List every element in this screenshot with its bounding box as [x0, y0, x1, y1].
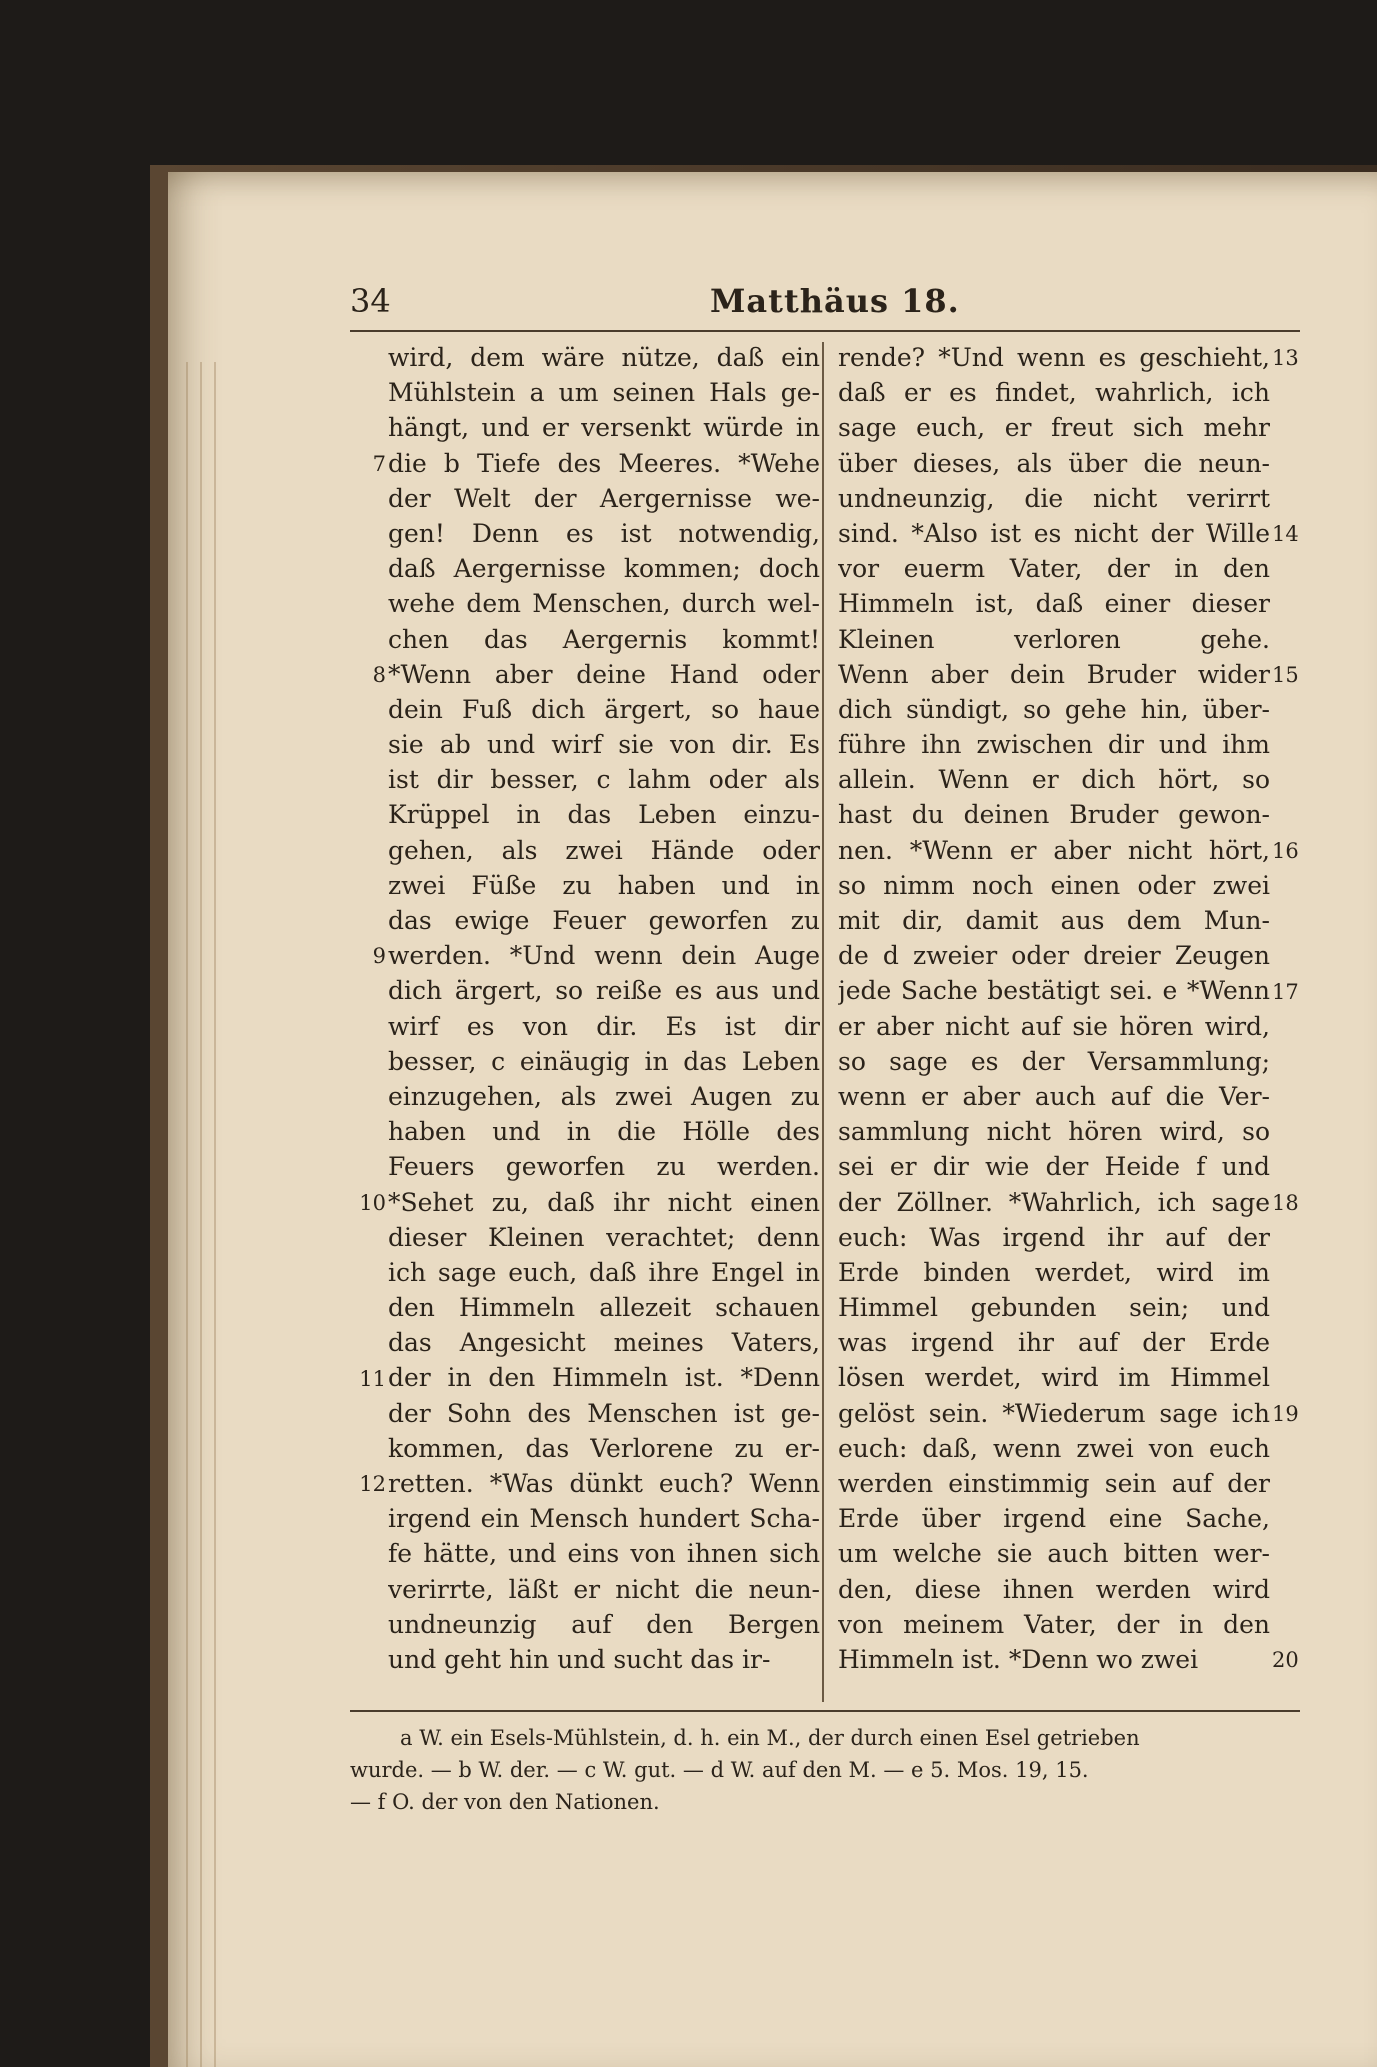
text-line: euch: Was irgend ihr auf der — [838, 1222, 1270, 1252]
text-line: verirrte, läßt er nicht die neun- — [388, 1574, 820, 1604]
footnotes — [350, 1722, 1300, 1818]
text-line: kommen, das Verlorene zu er- — [388, 1433, 820, 1463]
text-line: sammlung nicht hören wird, so — [838, 1117, 1270, 1147]
text-line: rende? *Und wenn es geschieht, — [838, 343, 1270, 372]
text-line: Kleinen verloren gehe. — [838, 624, 1270, 654]
text-line: undneunzig auf den Bergen — [388, 1609, 820, 1639]
running-title: Matthäus 18. — [710, 282, 960, 320]
verse-number: 10 — [359, 1190, 386, 1215]
text-line: sie ab und wirf sie von dir. Es — [388, 730, 820, 760]
text-line: Himmel gebunden sein; und — [838, 1293, 1270, 1323]
text-line: *Sehet zu, daß ihr nicht einen — [388, 1187, 820, 1217]
text-line: um welche sie auch bitten wer- — [838, 1539, 1270, 1569]
text-line: dein Fuß dich ärgert, so haue — [388, 694, 820, 724]
text-line: werden einstimmig sein auf der — [838, 1469, 1270, 1498]
verse-number: 15 — [1272, 662, 1299, 687]
column-divider — [822, 342, 824, 1702]
text-line: gehen, als zwei Hände oder — [388, 835, 820, 865]
text-line: jede Sache bestätigt sei. e *Wenn — [838, 976, 1270, 1006]
verse-number: 19 — [1272, 1402, 1299, 1426]
text-line: ist dir besser, c lahm oder als — [388, 765, 820, 795]
text-line: allein. Wenn er dich hört, so — [838, 765, 1270, 795]
text-line: dich ärgert, so reiße es aus und — [388, 976, 820, 1006]
text-line: einzugehen, als zwei Augen zu — [388, 1081, 820, 1111]
text-line: der Sohn des Menschen ist ge- — [388, 1398, 820, 1428]
right-column — [838, 340, 1270, 1677]
text-line: retten. *Was dünkt euch? Wenn — [388, 1469, 820, 1498]
verse-number: 14 — [1272, 522, 1299, 546]
text-line: den Himmeln allezeit schauen — [388, 1293, 820, 1323]
text-line: besser, c einäugig in das Leben — [388, 1046, 820, 1076]
text-line: den, diese ihnen werden wird — [838, 1574, 1270, 1604]
verse-number: 17 — [1272, 979, 1299, 1004]
text-line: undneunzig, die nicht verirrt — [838, 483, 1270, 513]
verse-number: 7 — [372, 451, 386, 476]
text-line: vor euerm Vater, der in den — [838, 554, 1270, 584]
verse-number: 8 — [372, 662, 386, 687]
text-line: Wenn aber dein Bruder wider — [838, 659, 1270, 689]
text-line: wenn er aber auch auf die Ver- — [838, 1081, 1270, 1111]
text-line: wehe dem Menschen, durch wel- — [388, 589, 820, 619]
text-line: mit dir, damit aus dem Mun- — [838, 906, 1270, 935]
text-line: so sage es der Versammlung; — [838, 1046, 1270, 1076]
verse-number: 12 — [359, 1472, 386, 1497]
text-line: hast du deinen Bruder gewon- — [838, 800, 1270, 830]
text-line: sage euch, er freut sich mehr — [838, 413, 1270, 443]
text-line: chen das Aergernis kommt! — [388, 624, 820, 654]
footnote-line: — f O. der von den Nationen. — [350, 1790, 660, 1814]
text-line: euch: daß, wenn zwei von euch — [838, 1433, 1270, 1463]
text-line: dieser Kleinen verachtet; denn — [388, 1222, 820, 1252]
text-line: so nimm noch einen oder zwei — [838, 870, 1270, 900]
text-line: von meinem Vater, der in den — [838, 1609, 1270, 1639]
text-line: Feuers geworfen zu werden. — [388, 1152, 820, 1182]
text-line: was irgend ihr auf der Erde — [838, 1328, 1270, 1358]
verse-number: 20 — [1272, 1648, 1299, 1673]
text-line: Himmeln ist. *Denn wo zwei — [838, 1644, 1199, 1674]
page-edge-line — [200, 362, 202, 2067]
footnote-line: wurde. — b W. der. — c W. gut. — d W. auf den M. — e 5. Mos. 19, 15. — [350, 1758, 1089, 1782]
verse-number: 11 — [359, 1366, 386, 1391]
text-line: hängt, und er versenkt würde in — [388, 413, 820, 443]
text-line: der in den Himmeln ist. *Denn — [388, 1363, 820, 1393]
page-header — [350, 282, 1300, 326]
text-line: ich sage euch, daß ihre Engel in — [388, 1257, 820, 1287]
text-line: de d zweier oder dreier Zeugen — [838, 941, 1270, 971]
text-line: die b Tiefe des Meeres. *Wehe — [388, 448, 820, 478]
footnote-rule — [350, 1710, 1300, 1712]
text-line: das ewige Feuer geworfen zu — [388, 906, 820, 935]
text-line: nen. *Wenn er aber nicht hört, — [838, 835, 1270, 865]
page-edge-line — [186, 362, 188, 2067]
text-line: lösen werdet, wird im Himmel — [838, 1363, 1270, 1393]
text-line: gen! Denn es ist notwendig, — [388, 518, 820, 548]
text-line: fe hätte, und eins von ihnen sich — [388, 1539, 820, 1569]
verse-number: 16 — [1272, 838, 1299, 863]
text-line: sei er dir wie der Heide f und — [838, 1152, 1270, 1182]
text-line: führe ihn zwischen dir und ihm — [838, 730, 1270, 760]
header-rule — [350, 330, 1300, 332]
text-line: der Zöllner. *Wahrlich, ich sage — [838, 1187, 1270, 1217]
text-line: das Angesicht meines Vaters, — [388, 1328, 820, 1358]
text-line: zwei Füße zu haben und in — [388, 870, 820, 900]
text-line: der Welt der Aergernisse we- — [388, 483, 820, 513]
text-line: er aber nicht auf sie hören wird, — [838, 1011, 1270, 1041]
text-line: werden. *Und wenn dein Auge — [388, 941, 820, 971]
text-line: Erde binden werdet, wird im — [838, 1257, 1270, 1287]
text-line: Erde über irgend eine Sache, — [838, 1504, 1270, 1534]
footnote-line: a W. ein Esels-Mühlstein, d. h. ein M., der durch einen Esel getrieben — [400, 1726, 1140, 1750]
verse-number: 13 — [1272, 346, 1299, 370]
text-line: Mühlstein a um seinen Hals ge- — [388, 378, 820, 408]
text-line: sind. *Also ist es nicht der Wille — [838, 518, 1270, 548]
text-line: wirf es von dir. Es ist dir — [388, 1011, 820, 1041]
verse-number: 18 — [1272, 1190, 1299, 1215]
text-line: haben und in die Hölle des — [388, 1117, 820, 1147]
text-line: daß er es findet, wahrlich, ich — [838, 378, 1270, 408]
verse-number: 9 — [372, 944, 386, 969]
text-line: und geht hin und sucht das ir- — [388, 1644, 771, 1674]
text-line: über dieses, als über die neun- — [838, 448, 1270, 478]
text-line: daß Aergernisse kommen; doch — [388, 554, 820, 584]
text-line: *Wenn aber deine Hand oder — [388, 659, 820, 689]
left-column — [388, 340, 820, 1677]
page-number: 34 — [350, 282, 391, 320]
text-line: wird, dem wäre nütze, daß ein — [388, 343, 820, 372]
page-edge-line — [214, 362, 216, 2067]
text-line: Krüppel in das Leben einzu- — [388, 800, 820, 830]
text-line: gelöst sein. *Wiederum sage ich — [838, 1398, 1270, 1428]
text-line: irgend ein Mensch hundert Scha- — [388, 1504, 820, 1534]
text-line: dich sündigt, so gehe hin, über- — [838, 694, 1270, 724]
text-line: Himmeln ist, daß einer dieser — [838, 589, 1270, 619]
